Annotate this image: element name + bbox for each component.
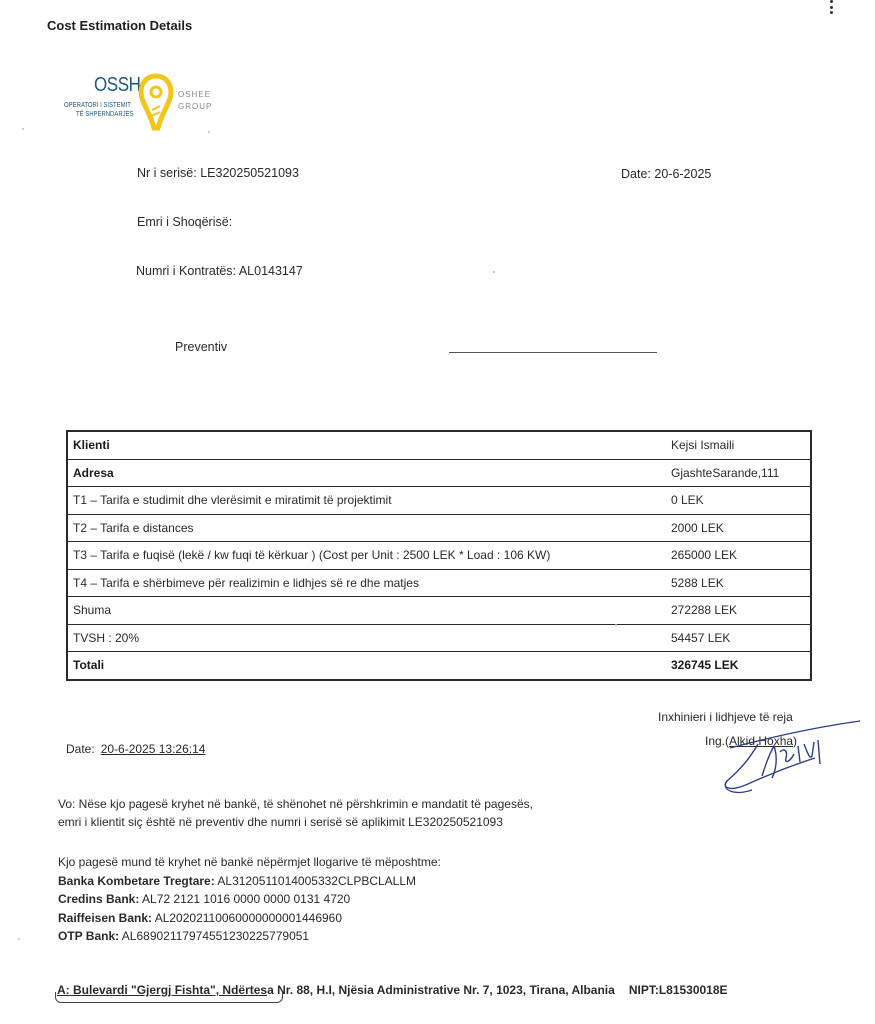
row-label: T1 – Tarifa e studimit dhe vlerësimit e miratimit të projektimit [73, 493, 392, 508]
row-label: T2 – Tarifa e distances [73, 520, 194, 535]
serial-label: Nr i serisë: [137, 166, 197, 180]
row-value: 326745 LEK [671, 658, 739, 673]
table-row-total [68, 652, 810, 679]
bank-account-row [58, 890, 441, 909]
kebab-menu-icon[interactable] [828, 0, 834, 14]
footer-address-rest: a Nr. 88, H.I, Njësia Administrative Nr. 7, 1023, Tirana, Albania [267, 983, 615, 997]
bank-accounts [58, 853, 441, 946]
serial-number-field [137, 166, 299, 180]
bank-name: Raiffeisen Bank: [58, 910, 153, 925]
footer-address [57, 983, 728, 997]
cost-table [66, 430, 812, 681]
handwritten-signature-icon [700, 718, 865, 798]
serial-value: LE320250521093 [200, 166, 299, 180]
payment-note [58, 795, 533, 831]
engineer-title: Inxhinieri i lidhjeve të reja [658, 710, 793, 724]
bank-name: Banka Kombetare Tregtare: [58, 873, 215, 888]
company-label: Emri i Shoqërisë: [137, 215, 233, 229]
bank-iban: AL3120511014005332CLPBCLALLM [217, 873, 417, 888]
bank-name: OTP Bank: [58, 929, 120, 943]
table-row-subtotal [68, 597, 810, 625]
row-value: 5288 LEK [671, 575, 724, 590]
table-row-t1 [68, 487, 810, 515]
location-pin-icon [138, 72, 174, 132]
row-value: 265000 LEK [671, 548, 738, 563]
company-name-field [137, 215, 232, 229]
engineer-suffix: ) [793, 734, 798, 748]
date-value: 20-6-2025 [654, 167, 712, 181]
scan-speck [493, 271, 495, 273]
row-label: Klienti [73, 438, 110, 453]
scan-speck [615, 624, 617, 626]
note-line-1: Vo: Nëse kjo pagesë kryhet në bankë, të shënohet në përshkrimin e mandatit të pagesës, [58, 797, 533, 811]
bank-name: Credins Bank: [58, 892, 140, 906]
logo-subtitle-2: TË SHPERNDARJES [76, 111, 134, 118]
logo-name: OSSH [94, 74, 141, 96]
engineer-name: Alkid Hoxha [729, 734, 794, 748]
footer-address-underlined: A: Bulevardi "Gjergj Fishta", Ndërtes [57, 983, 268, 997]
note-line-2: emri i klientit siç është në preventiv dhe numri i serisë së aplikimit LE320250521093 [58, 815, 503, 829]
scan-speck [22, 128, 24, 130]
table-row-t4 [68, 570, 810, 598]
banks-intro: Kjo pagesë mund të kryhet në bankë nëpërmjet llogarive të mëposhtme: [58, 855, 441, 869]
bank-iban: AL20202110060000000001446960 [154, 910, 343, 925]
timestamp-label: Date: [66, 742, 95, 756]
bank-account-row [58, 927, 441, 946]
row-label: Adresa [73, 465, 114, 480]
preventiv-signature-line [449, 352, 657, 353]
bank-iban: AL72 2121 1016 0000 0000 0131 4720 [142, 892, 351, 906]
bank-account-row [58, 909, 441, 928]
logo-subtitle-1: OPERATORI I SISTEMIT [64, 102, 131, 109]
date-label: Date: [621, 167, 651, 181]
row-value: 2000 LEK [671, 520, 724, 535]
row-value: Kejsi Ismaili [671, 438, 735, 453]
row-value: GjashteSarande,111 [671, 465, 780, 480]
logo-group-1: OSHEE [178, 90, 212, 99]
row-value: 54457 LEK [671, 630, 731, 645]
timestamp-value: 20-6-2025 13:26:14 [100, 742, 206, 756]
table-row-address [68, 460, 810, 488]
row-value: 0 LEK [671, 493, 704, 508]
row-label: T4 – Tarifa e shërbimeve për realizimin e lidhjes së re dhe matjes [73, 575, 419, 590]
table-row-vat [68, 625, 810, 653]
bank-iban: AL68902117974551230225779051 [121, 929, 310, 943]
row-value: 272288 LEK [671, 603, 738, 618]
row-label: Totali [73, 658, 105, 673]
row-label: TVSH : 20% [73, 630, 140, 645]
page-title: Cost Estimation Details [47, 18, 193, 33]
table-row-t2 [68, 515, 810, 543]
table-row-client [68, 432, 810, 460]
preventiv-label: Preventiv [175, 340, 228, 354]
scan-speck [208, 131, 210, 133]
document-date-field [621, 167, 711, 181]
scan-speck [18, 938, 20, 940]
contract-value: AL0143147 [238, 264, 303, 278]
row-label: Shuma [73, 603, 112, 618]
table-row-t3 [68, 542, 810, 570]
generated-timestamp [66, 742, 205, 756]
contract-number-field [136, 264, 303, 278]
bank-account-row [58, 872, 441, 891]
footer-nipt: NIPT:L81530018E [628, 983, 728, 997]
row-label: T3 – Tarifa e fuqisë (lekë / kw fuqi të kërkuar ) (Cost per Unit : 2500 LEK * Load : 106 KW) [73, 548, 551, 563]
engineer-prefix: Ing.( [705, 734, 730, 748]
logo-group-2: GROUP [178, 102, 213, 111]
contract-label: Numri i Kontratës: [136, 264, 237, 278]
company-logo [58, 72, 213, 134]
footer-annotation-box [55, 992, 283, 1003]
